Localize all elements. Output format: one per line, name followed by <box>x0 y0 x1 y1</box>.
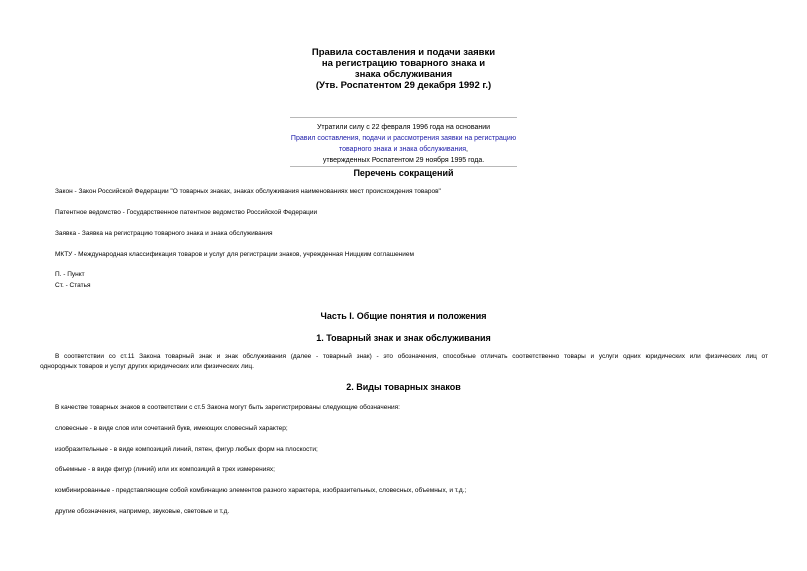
abbreviation-item: Заявка - Заявка на регистрацию товарного знака и знака обслуживания <box>55 230 273 237</box>
title-line-3: знака обслуживания <box>354 69 453 80</box>
trademark-type-item: словесные - в виде слов или сочетаний букв, имеющих словесный характер; <box>55 425 288 432</box>
repeal-note-line-4: утвержденных Роспатентом 29 ноября 1995 года. <box>322 157 485 164</box>
section-2-intro: В качестве товарных знаков в соответствии с ст.5 Закона могут быть зарегистрированы следующие обозначения: <box>55 404 400 411</box>
trademark-type-item: объемные - в виде фигур (линий) или их композиций в трех измерениях; <box>55 466 275 473</box>
section-1-heading: 1. Товарный знак и знак обслуживания <box>316 333 491 343</box>
repeal-note-line-1: Утратили силу с 22 февраля 1996 года на основании <box>316 124 491 131</box>
section-1-paragraph <box>40 352 768 372</box>
title-line-4: (Утв. Роспатентом 29 декабря 1992 г.) <box>315 80 492 91</box>
top-divider <box>290 117 517 118</box>
abbreviation-item: Ст. - Статья <box>55 282 91 289</box>
repeal-note <box>0 122 807 166</box>
abbreviations-heading: Перечень сокращений <box>353 168 454 178</box>
trademark-type-item: другие обозначения, например, звуковые, световые и т.д. <box>55 508 230 515</box>
section-2-heading: 2. Виды товарных знаков <box>346 382 461 392</box>
trademark-type-item: изобразительные - в виде композиций линий, пятен, фигур любых форм на плоскости; <box>55 446 318 453</box>
section-1-paragraph-line-2: однородных товаров и услуг других юридических или физических лиц. <box>40 363 254 370</box>
abbreviation-item: Закон - Закон Российской Федерации "О товарных знаках, знаках обслуживания наименованиях мест происхождения товаров" <box>55 188 441 195</box>
bottom-divider <box>290 166 517 167</box>
repeal-link-line-2[interactable]: товарного знака и знака обслуживания <box>339 146 467 153</box>
section-1-paragraph-line-1: В соответствии со ст.11 Закона товарный знак и знак обслуживания (далее - товарный знак) - это обозначения, способные отличать соответственно товары и услуги одних юридических или физических лиц от <box>55 353 768 360</box>
repeal-link-line-1[interactable]: Правил составления, подачи и рассмотрения заявки на регистрацию <box>290 135 517 142</box>
abbreviation-item: П. - Пункт <box>55 271 85 278</box>
title-line-1: Правила составления и подачи заявки <box>311 47 496 58</box>
repeal-link-suffix: , <box>466 146 468 153</box>
part-1-heading: Часть I. Общие понятия и положения <box>320 311 487 321</box>
trademark-type-item: комбинированные - представляющие собой комбинацию элементов разного характера, изобразительных, словесных, объемных, и т.д.; <box>55 487 467 494</box>
document-title <box>0 47 807 91</box>
abbreviation-item: МКТУ - Международная классификация товаров и услуг для регистрации знаков, учрежденная Ниццким соглашением <box>55 251 414 258</box>
title-line-2: на регистрацию товарного знака и <box>321 58 486 69</box>
abbreviation-item: Патентное ведомство - Государственное патентное ведомство Российской Федерации <box>55 209 318 216</box>
